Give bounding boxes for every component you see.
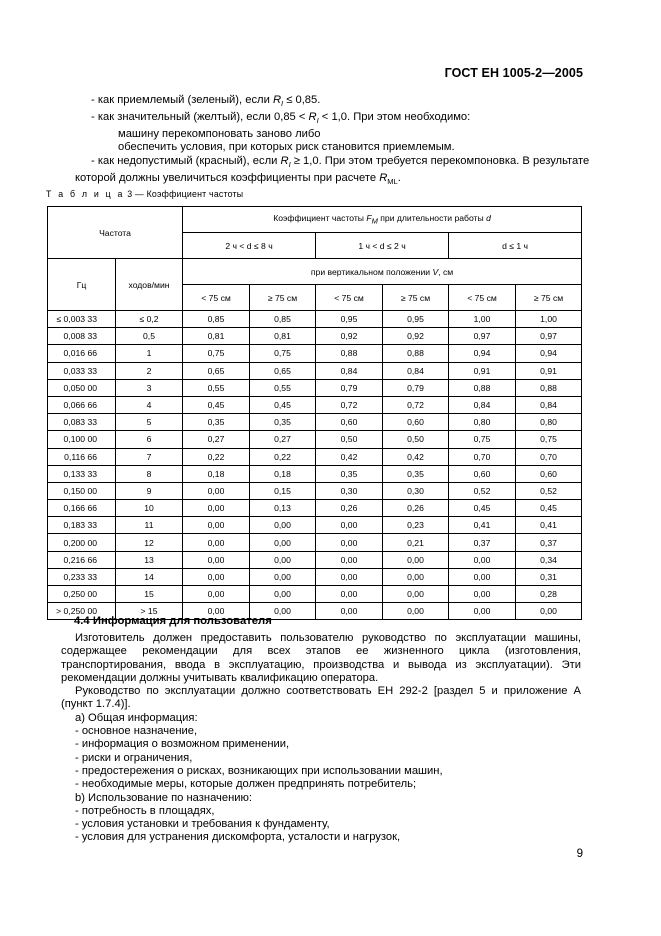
table-cell: 0,00 bbox=[383, 568, 449, 585]
table-cell: 0,60 bbox=[516, 465, 582, 482]
table-cell: > 15 bbox=[116, 603, 183, 620]
table-cell: 0,52 bbox=[449, 482, 516, 499]
table-cell: 0,60 bbox=[449, 465, 516, 482]
table-row bbox=[48, 414, 582, 431]
table-cell: 1,00 bbox=[449, 311, 516, 328]
table-cell: 0,00 bbox=[183, 500, 250, 517]
table-row bbox=[48, 517, 582, 534]
table-cell: 0,30 bbox=[383, 482, 449, 499]
table-cell: 0,00 bbox=[449, 551, 516, 568]
table-row bbox=[48, 465, 582, 482]
table-cell: 0,100 00 bbox=[48, 431, 116, 448]
table-cell: 0,88 bbox=[383, 345, 449, 362]
table-cell: 0,00 bbox=[383, 586, 449, 603]
table-cell: 6 bbox=[116, 431, 183, 448]
table-cell: 0,216 66 bbox=[48, 551, 116, 568]
table-body bbox=[48, 311, 582, 620]
table-cell: 0,00 bbox=[383, 603, 449, 620]
table-row bbox=[48, 534, 582, 551]
table-caption: Т а б л и ц а 3 — Коэффициент частоты bbox=[46, 189, 244, 199]
list-item: - как недопустимый (красный), если $R_I \ge 1,0$. При этом требуется перекомпоновка. В результате bbox=[91, 154, 590, 170]
table-cell: 0,85 bbox=[183, 311, 250, 328]
list-item: машину перекомпоновать заново либо bbox=[118, 127, 321, 140]
table-cell: 11 bbox=[116, 517, 183, 534]
table-cell: 0,37 bbox=[516, 534, 582, 551]
table-cell: 13 bbox=[116, 551, 183, 568]
table-cell: 0,84 bbox=[449, 396, 516, 413]
frequency-coefficient-table bbox=[47, 206, 582, 620]
header-ge75: ≥ 75 см bbox=[250, 285, 316, 311]
table-cell: 0,200 00 bbox=[48, 534, 116, 551]
table-cell: 0,45 bbox=[449, 500, 516, 517]
table-cell: 0,30 bbox=[316, 482, 383, 499]
table-cell: 0,00 bbox=[250, 586, 316, 603]
table-cell: 0,80 bbox=[449, 414, 516, 431]
header-duration-3: d ≤ 1 ч bbox=[449, 233, 582, 259]
list-item: - риски и ограничения, bbox=[75, 751, 193, 764]
table-cell: 0,26 bbox=[383, 500, 449, 517]
table-cell: 0,00 bbox=[316, 517, 383, 534]
table-cell: 0,00 bbox=[183, 482, 250, 499]
header-duration-2: 1 ч < d ≤ 2 ч bbox=[316, 233, 449, 259]
table-cell: 0,21 bbox=[383, 534, 449, 551]
table-cell: 4 bbox=[116, 396, 183, 413]
table-cell: 0,45 bbox=[183, 396, 250, 413]
table-cell: 0,166 66 bbox=[48, 500, 116, 517]
table-cell: 0,41 bbox=[449, 517, 516, 534]
table-cell: ≤ 0,003 33 bbox=[48, 311, 116, 328]
table-cell: 1,00 bbox=[516, 311, 582, 328]
table-cell: 0,79 bbox=[316, 379, 383, 396]
table-cell: 0,18 bbox=[250, 465, 316, 482]
table-cell: 15 bbox=[116, 586, 183, 603]
table-cell: 0,37 bbox=[449, 534, 516, 551]
list-item: - как приемлемый (зеленый), если $R_I \le 0,85$. bbox=[91, 94, 321, 109]
header-ge75: ≥ 75 см bbox=[516, 285, 582, 311]
table-cell: 2 bbox=[116, 362, 183, 379]
table-cell: 0,70 bbox=[516, 448, 582, 465]
table-cell: ≤ 0,2 bbox=[116, 311, 183, 328]
table-cell: 0,016 66 bbox=[48, 345, 116, 362]
table-cell: 0,75 bbox=[250, 345, 316, 362]
table-cell: 0,00 bbox=[250, 534, 316, 551]
table-cell: 0,31 bbox=[516, 568, 582, 585]
table-cell: 0,13 bbox=[250, 500, 316, 517]
table-cell: 0,00 bbox=[316, 534, 383, 551]
table-cell: 0,92 bbox=[316, 328, 383, 345]
header-coefficient: Коэффициент частоты $F_M$ при длительности работы d bbox=[183, 207, 582, 233]
table-cell: 0,79 bbox=[383, 379, 449, 396]
table-cell: 0,00 bbox=[183, 586, 250, 603]
table-cell: 0,80 bbox=[516, 414, 582, 431]
table-cell: 0,00 bbox=[316, 603, 383, 620]
table-cell: 0,70 bbox=[449, 448, 516, 465]
table-cell: 9 bbox=[116, 482, 183, 499]
section-body bbox=[61, 632, 581, 845]
list-item: которой должны увеличиться коэффициенты при расчете $R_{ML}$. bbox=[75, 171, 401, 186]
table-row bbox=[48, 362, 582, 379]
table-cell: 0,22 bbox=[183, 448, 250, 465]
list-item: - условия для устранения дискомфорта, усталости и нагрузок, bbox=[75, 831, 401, 844]
table-cell: 0,75 bbox=[183, 345, 250, 362]
table-cell: 0,34 bbox=[516, 551, 582, 568]
paragraph: Руководство по эксплуатации должно соответствовать ЕН 292-2 [раздел 5 и приложение А (пункт 1.7.4)]. bbox=[61, 685, 581, 711]
table-cell: 0,00 bbox=[183, 603, 250, 620]
table-cell: 7 bbox=[116, 448, 183, 465]
table-cell: 0,92 bbox=[383, 328, 449, 345]
table-cell: 0,97 bbox=[516, 328, 582, 345]
table-cell: 0,00 bbox=[316, 568, 383, 585]
table-cell: 0,91 bbox=[516, 362, 582, 379]
table-cell: 0,066 66 bbox=[48, 396, 116, 413]
table-row bbox=[48, 328, 582, 345]
table-cell: 0,72 bbox=[316, 396, 383, 413]
table-cell: 1 bbox=[116, 345, 183, 362]
header-ge75: ≥ 75 см bbox=[383, 285, 449, 311]
table-cell: 0,23 bbox=[383, 517, 449, 534]
list-item: - предостережения о рисках, возникающих при использовании машин, bbox=[75, 764, 443, 777]
table-cell: 0,65 bbox=[183, 362, 250, 379]
table-cell: 0,55 bbox=[183, 379, 250, 396]
table-header bbox=[48, 207, 582, 311]
table-cell: 0,45 bbox=[250, 396, 316, 413]
list-item: обеспечить условия, при которых риск становится приемлемым. bbox=[118, 141, 455, 154]
table-cell: 0,233 33 bbox=[48, 568, 116, 585]
list-item: - условия установки и требования к фундаменту, bbox=[75, 818, 330, 831]
table-cell: 0,75 bbox=[516, 431, 582, 448]
table-cell: 0,5 bbox=[116, 328, 183, 345]
header-lt75: < 75 см bbox=[449, 285, 516, 311]
table-cell: 0,88 bbox=[316, 345, 383, 362]
table-cell: 0,95 bbox=[383, 311, 449, 328]
header-hz: Гц bbox=[48, 259, 116, 311]
table-cell: 0,95 bbox=[316, 311, 383, 328]
table-cell: 0,55 bbox=[250, 379, 316, 396]
table-cell: 0,91 bbox=[449, 362, 516, 379]
table-row bbox=[48, 396, 582, 413]
list-item: - основное назначение, bbox=[75, 725, 198, 738]
table-cell: 0,75 bbox=[449, 431, 516, 448]
table-cell: 0,033 33 bbox=[48, 362, 116, 379]
table-cell: 0,008 33 bbox=[48, 328, 116, 345]
table-cell: 0,00 bbox=[316, 551, 383, 568]
table-row bbox=[48, 379, 582, 396]
table-cell: 0,00 bbox=[383, 551, 449, 568]
table-cell: 0,00 bbox=[183, 551, 250, 568]
table-cell: 0,27 bbox=[183, 431, 250, 448]
document-header: ГОСТ ЕН 1005-2—2005 bbox=[444, 66, 583, 80]
table-cell: 14 bbox=[116, 568, 183, 585]
list-item: - как значительный (желтый), если $0,85 < R_I < 1,0$. При этом необходимо: bbox=[91, 110, 471, 126]
table-row bbox=[48, 345, 582, 362]
table-cell: 0,083 33 bbox=[48, 414, 116, 431]
paragraph: Изготовитель должен предоставить пользователю руководство по эксплуатации машины, содержащее рекомендации для всех этапов ее жизненного цикла (изготовления, транспортирования, ввода в эксплуатацию, производства и вывода из эксплуатации). Эти рекомендации должны учитывать квалификацию оператора. bbox=[61, 632, 581, 684]
table-cell: 8 bbox=[116, 465, 183, 482]
table-cell: 0,94 bbox=[449, 345, 516, 362]
table-cell: 0,00 bbox=[250, 551, 316, 568]
table-cell: 0,42 bbox=[383, 448, 449, 465]
table-cell: 0,72 bbox=[383, 396, 449, 413]
table-cell: 0,52 bbox=[516, 482, 582, 499]
table-row bbox=[48, 551, 582, 568]
table-cell: 0,27 bbox=[250, 431, 316, 448]
table-cell: 0,00 bbox=[183, 517, 250, 534]
table-cell: 0,50 bbox=[316, 431, 383, 448]
table-row bbox=[48, 311, 582, 328]
table-cell: 0,00 bbox=[449, 603, 516, 620]
table-cell: 0,45 bbox=[516, 500, 582, 517]
risk-list bbox=[61, 94, 589, 189]
table-cell: 10 bbox=[116, 500, 183, 517]
table-row bbox=[48, 448, 582, 465]
table-cell: 0,81 bbox=[183, 328, 250, 345]
page-number: 9 bbox=[576, 848, 583, 860]
header-vertical-position: при вертикальном положении V, см bbox=[183, 259, 582, 285]
header-lt75: < 75 см bbox=[183, 285, 250, 311]
list-item: - необходимые меры, которые должен предпринять потребитель; bbox=[75, 778, 417, 791]
table-cell: 0,00 bbox=[316, 586, 383, 603]
table-cell: 0,00 bbox=[449, 568, 516, 585]
table-cell: 0,84 bbox=[316, 362, 383, 379]
list-item: b) Использование по назначению: bbox=[75, 791, 253, 804]
table-cell: 0,00 bbox=[183, 534, 250, 551]
table-cell: 0,81 bbox=[250, 328, 316, 345]
table-cell: 0,84 bbox=[383, 362, 449, 379]
table-cell: 0,00 bbox=[250, 568, 316, 585]
list-item: - информация о возможном применении, bbox=[75, 738, 290, 751]
table-cell: 0,00 bbox=[250, 517, 316, 534]
table-cell: 0,41 bbox=[516, 517, 582, 534]
table-cell: 0,50 bbox=[383, 431, 449, 448]
table-cell: 0,050 00 bbox=[48, 379, 116, 396]
section-title: 4.4 Информация для пользователя bbox=[74, 615, 272, 627]
table-row bbox=[48, 482, 582, 499]
table-cell: 0,85 bbox=[250, 311, 316, 328]
table-cell: 0,60 bbox=[383, 414, 449, 431]
table-cell: 12 bbox=[116, 534, 183, 551]
table-cell: > 0,250 00 bbox=[48, 603, 116, 620]
table-cell: 0,250 00 bbox=[48, 586, 116, 603]
table-row bbox=[48, 568, 582, 585]
table-row bbox=[48, 500, 582, 517]
table-row bbox=[48, 431, 582, 448]
header-lt75: < 75 см bbox=[316, 285, 383, 311]
table-cell: 0,88 bbox=[516, 379, 582, 396]
table-cell: 0,15 bbox=[250, 482, 316, 499]
header-duration-1: 2 ч < d ≤ 8 ч bbox=[183, 233, 316, 259]
table-cell: 0,35 bbox=[183, 414, 250, 431]
table-cell: 0,35 bbox=[250, 414, 316, 431]
table-cell: 0,00 bbox=[250, 603, 316, 620]
list-item: - потребность в площадях, bbox=[75, 804, 215, 817]
table-cell: 0,35 bbox=[316, 465, 383, 482]
table-cell: 0,42 bbox=[316, 448, 383, 465]
table-cell: 0,97 bbox=[449, 328, 516, 345]
table-cell: 0,00 bbox=[449, 586, 516, 603]
table-cell: 0,183 33 bbox=[48, 517, 116, 534]
table-cell: 0,65 bbox=[250, 362, 316, 379]
table-cell: 0,133 33 bbox=[48, 465, 116, 482]
table-cell: 0,28 bbox=[516, 586, 582, 603]
list-item: a) Общая информация: bbox=[75, 711, 198, 724]
table-cell: 0,150 00 bbox=[48, 482, 116, 499]
table-cell: 0,84 bbox=[516, 396, 582, 413]
table-cell: 0,94 bbox=[516, 345, 582, 362]
table-cell: 0,60 bbox=[316, 414, 383, 431]
header-cycles-per-min: ходов/мин bbox=[116, 259, 183, 311]
table-cell: 0,22 bbox=[250, 448, 316, 465]
table-cell: 0,26 bbox=[316, 500, 383, 517]
table-row bbox=[48, 586, 582, 603]
header-frequency: Частота bbox=[48, 207, 183, 259]
table-cell: 0,35 bbox=[383, 465, 449, 482]
table-cell: 0,00 bbox=[183, 568, 250, 585]
table-cell: 5 bbox=[116, 414, 183, 431]
table-cell: 3 bbox=[116, 379, 183, 396]
table-cell: 0,00 bbox=[516, 603, 582, 620]
table-cell: 0,88 bbox=[449, 379, 516, 396]
table-cell: 0,116 66 bbox=[48, 448, 116, 465]
table-cell: 0,18 bbox=[183, 465, 250, 482]
